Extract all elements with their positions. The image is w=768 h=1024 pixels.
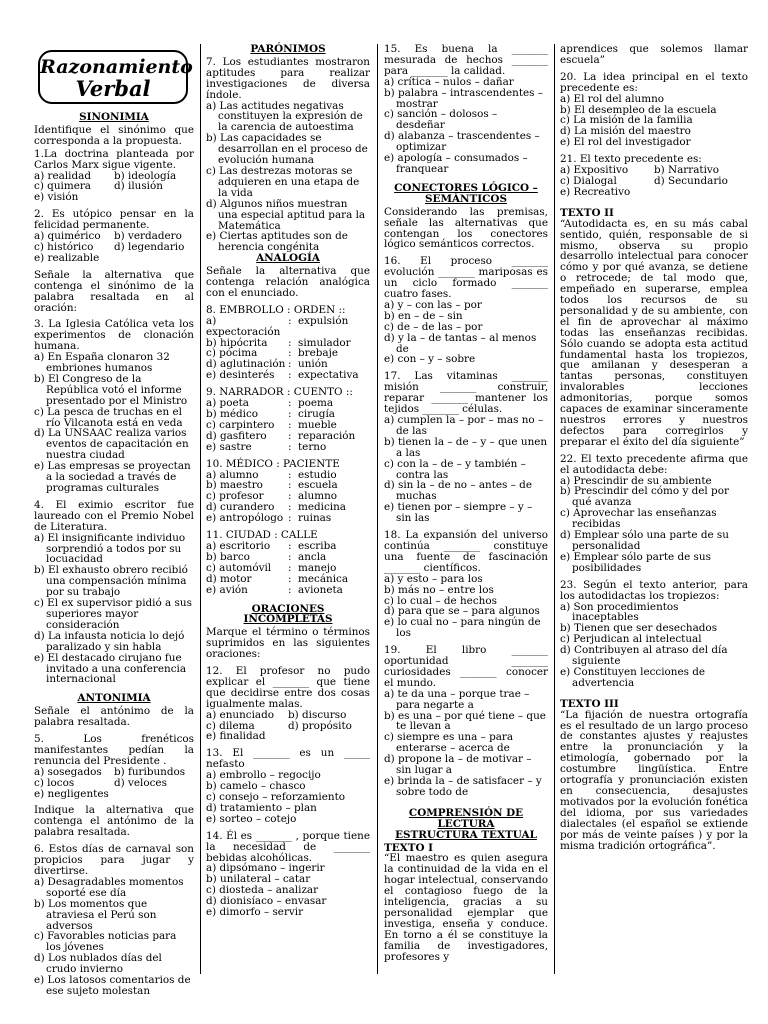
- option: a) quimérico: [34, 230, 101, 243]
- analogy-separator: :: [288, 408, 292, 420]
- analogy-term: mueble: [298, 418, 337, 431]
- analogy-term: expulsión: [298, 314, 349, 327]
- question-13: 13. El _______ es un _____ nefasto: [206, 747, 370, 771]
- column-divider: [200, 44, 201, 974]
- question-21: 21. El texto precedente es:: [560, 153, 702, 166]
- option: c) sanción – dolosos – desdeñar: [384, 108, 498, 132]
- question-3: 3. La Iglesia Católica veta los experimentos de clonación humana.: [34, 318, 194, 353]
- option: b) verdadero: [114, 230, 182, 243]
- options-row: [206, 710, 370, 721]
- analogy-term: terno: [298, 440, 327, 453]
- analogy-separator: :: [288, 347, 292, 360]
- analogy-term: b) barco: [206, 550, 250, 563]
- option: a) El rol del alumno: [560, 92, 665, 105]
- analogy-term: alumno: [298, 490, 338, 503]
- analogy-term: estudio: [298, 468, 337, 481]
- column-1: [34, 44, 194, 997]
- analogy-term: d) curandero: [206, 501, 275, 514]
- question-9: 9. NARRADOR : CUENTO ::: [206, 386, 353, 399]
- texto-2: “Autodidacta es, en su más cabal sentido, quién, responsable de si mismo, observa su propio desarrollo intelectual para conocer cómo y por qué avanza, se detiene o retrocede; de tal modo que, empeñado en superarse, emplea todos los recursos de su personalidad y de su ambiente, con el fin de aprovechar al máximo todas las enseñanzas recibidas. Sólo cuando se adopta esta actitud fundamental hasta los tropiezos, que amilanan y desesperan a tantas personas, constituyen invalorables lecciones admonitorias, porque somos capaces de examinar sinceramente nuestros errores y nuestros defectos para corregirlos y preparar el éxito del día siguiente”: [560, 217, 748, 448]
- analogy-term: c) carpintero: [206, 418, 275, 431]
- instructions: Marque el término o términos suprimidos en las siguientes oraciones:: [206, 626, 370, 661]
- option: e) El destacado cirujano fue invitado a una conferencia internacional: [34, 651, 187, 686]
- analogy-term: b) médico: [206, 408, 259, 420]
- section-title-estructura: ESTRUCTURA TEXTUAL: [395, 828, 537, 841]
- analogy-term: b) maestro: [206, 479, 263, 492]
- analogy-term: unión: [298, 358, 328, 371]
- option: d) y la – de tantas – al menos de: [384, 331, 537, 355]
- section-title-sinonimia: SINONIMIA: [79, 111, 149, 123]
- option: c) diosteda – analizar: [206, 884, 319, 897]
- option: d) sin la – de no – antes – de muchas: [384, 479, 532, 503]
- analogy-term: simulador: [298, 336, 351, 349]
- analogy-separator: :: [288, 550, 292, 563]
- question-2: 2. Es utópico pensar en la felicidad permanente.: [34, 208, 194, 232]
- analogy-term: e) sastre: [206, 440, 252, 453]
- option: b) camelo – chasco: [206, 780, 306, 793]
- question-8: 8. EMBROLLO : ORDEN ::: [206, 303, 346, 316]
- question-6: 6. Estos días de carnaval son propicios para jugar y divertirse.: [34, 843, 194, 877]
- analogy-term: e) desinterés: [206, 369, 275, 382]
- section-title-lectura: LECTURA: [437, 817, 495, 830]
- option: a) y esto – para los: [384, 572, 483, 585]
- option: d) legendario: [114, 240, 185, 253]
- column-4: [560, 44, 748, 851]
- option: e) negligentes: [34, 787, 109, 800]
- analogy-option: [206, 316, 370, 338]
- option: d) propone la – de motivar – sin lugar a: [384, 753, 532, 777]
- option: e) con – y – sobre: [384, 353, 476, 366]
- option: d) propósito: [288, 719, 352, 732]
- section-title-conectores-2: SEMÁNTICOS: [425, 192, 507, 205]
- option: b) Prescindir del cómo y del por qué avanza: [560, 485, 729, 509]
- option: c) consejo – reforzamiento: [206, 791, 346, 803]
- option: d) para que se – para algunos: [384, 605, 540, 618]
- question-4: 4. El eximio escritor fue laureado con el Premio Nobel de Literatura.: [34, 498, 194, 533]
- analogy-term: c) profesor: [206, 490, 264, 503]
- question-19: 19. El libro _______ oportunidad _______ curiosidades _______ conocer el mundo.: [384, 644, 548, 689]
- analogy-separator: :: [288, 479, 292, 492]
- option: c) Perjudican al intelectual: [560, 633, 702, 646]
- option: c) histórico: [34, 240, 94, 253]
- analogy-option: [206, 442, 370, 453]
- option: a) En España clonaron 32 embriones humanos: [34, 351, 170, 375]
- column-divider: [554, 44, 555, 974]
- texto-1: “El maestro es quien asegura la continuidad de la vida en el hogar intelectual, conservando el contagioso fuego de la inteligencia, gracias a su personalidad ejemplar que investiga, enseña y conduce. En torno a él se constituye la familia de investigadores, profesores y: [384, 852, 548, 963]
- analogy-term: ruinas: [298, 512, 332, 525]
- analogy-term: avioneta: [298, 583, 343, 596]
- analogy-term: b) hipócrita: [206, 336, 268, 349]
- instructions: Señale la alternativa que contenga relación analógica con el enunciado.: [206, 265, 370, 299]
- option: b) es una – por qué tiene – que te llevan a: [384, 709, 546, 733]
- section-title-paronimos: PARÓNIMOS: [250, 43, 326, 55]
- option: b) Narrativo: [654, 164, 720, 177]
- option: a) Expositivo: [560, 164, 629, 177]
- option: c) Las destrezas motoras se adquieren en una etapa de la vida: [206, 164, 360, 199]
- analogy-term: escriba: [298, 539, 337, 552]
- option: e) Recreativo: [560, 185, 631, 198]
- section-title-conectores: CONECTORES LÓGICO –: [394, 181, 538, 194]
- question-5: 5. Los frenéticos manifestantes pedían la renuncia del Presidente .: [34, 733, 194, 767]
- option: b) palabra – intrascendentes – mostrar: [384, 86, 543, 110]
- question-22: 22. El texto precedente afirma que el autodidacta debe:: [560, 452, 748, 476]
- instructions: Considerando las premisas, señale las alternativas que contengan los conectores lógico semánticos correctos.: [384, 205, 548, 251]
- analogy-term: c) automóvil: [206, 561, 272, 574]
- question-10: 10. MÉDICO : PACIENTE: [206, 457, 340, 470]
- instructions: Indique la alternativa que contenga el antónimo de la palabra resaltada.: [34, 804, 194, 839]
- analogy-term: d) gasfitero: [206, 429, 267, 442]
- analogy-term: brebaje: [298, 347, 338, 360]
- texto-2-title: TEXTO II: [560, 206, 614, 219]
- analogy-option: [206, 585, 370, 596]
- section-title-comprension: COMPRENSIÓN DE: [408, 806, 524, 819]
- analogy-term: medicina: [298, 501, 347, 514]
- analogy-term: e) avión: [206, 583, 248, 596]
- analogies: [206, 305, 370, 596]
- analogy-term: a) alumno: [206, 468, 259, 481]
- option: c) Favorables noticias para los jóvenes: [34, 930, 177, 954]
- option: a) embrollo – regocijo: [206, 769, 321, 782]
- option: a) Las actitudes negativas constituyen la expresión de la carencia de autoestima: [206, 99, 363, 134]
- option: a) crítica – nulos – dañar: [384, 75, 514, 88]
- analogy-term: escuela: [298, 479, 338, 492]
- analogy-term: a) poeta: [206, 397, 249, 410]
- option: b) Los momentos que atraviesa el Perú son adversos: [34, 897, 157, 932]
- analogy-term: c) pócima: [206, 347, 258, 360]
- question-1: 1.La doctrina planteada por Carlos Marx sigue vigente.: [34, 147, 194, 171]
- option: b) El Congreso de la República votó el informe presentado por el Ministro: [34, 372, 188, 407]
- option: a) te da una – porque trae – para negarte a: [384, 687, 530, 711]
- option: b) El exhausto obrero recibió una compensación mínima por su trabajo: [34, 564, 188, 599]
- option: e) visión: [34, 191, 79, 204]
- option: c) El ex supervisor pidió a sus superiores mayor consideración: [34, 597, 192, 631]
- option: d) tratamiento – plan: [206, 801, 317, 814]
- logo-line-2: Verbal: [75, 76, 151, 101]
- option: e) realizable: [34, 251, 100, 264]
- option: a) El insignificante individuo sorprendió a todos por su locuacidad: [34, 531, 186, 566]
- instructions: Señale la alternativa que contenga el sinónimo de la palabra resaltada en al oración:: [34, 268, 194, 314]
- analogy-separator: :: [288, 358, 292, 371]
- analogy-separator: :: [288, 418, 292, 431]
- option: b) El desempleo de la escuela: [560, 103, 717, 116]
- option: e) tienen por – siempre – y – sin las: [384, 501, 533, 525]
- analogy-separator: :: [288, 501, 292, 514]
- option: b) unilateral – catar: [206, 873, 311, 886]
- option: c) Dialogal: [560, 174, 617, 187]
- option: e) lo cual no – para ningún de los: [384, 616, 541, 640]
- option: c) de – de las – por: [384, 320, 483, 333]
- analogy-term: mecánica: [298, 572, 349, 585]
- analogy-separator: :: [288, 512, 292, 525]
- option: c) La pesca de truchas en el río Vilcanota está en veda: [34, 405, 183, 429]
- option: e) Las empresas se proyectan a la sociedad a través de programas culturales: [34, 460, 191, 494]
- analogy-separator: :: [288, 539, 292, 552]
- analogy-separator: :: [288, 369, 292, 382]
- option: d) alabanza – trascendentes – optimizar: [384, 130, 540, 154]
- analogy-separator: :: [288, 583, 292, 596]
- analogy-option: [206, 370, 370, 381]
- analogy-separator: :: [288, 572, 292, 585]
- option: e) El rol del investigador: [560, 136, 691, 149]
- question-17: 17. Las vitaminas _______ misión _______ construir, reparar _______ mantener los tejidos _______ células.: [384, 370, 548, 416]
- analogy-separator: :: [288, 314, 292, 327]
- option: e) finalidad: [206, 730, 266, 743]
- section-title-analogia: ANALOGÍA: [256, 252, 320, 265]
- option: d) Algunos niños muestran una especial aptitud para la Matemática: [206, 197, 366, 232]
- analogy-term: a) expectoración: [206, 314, 281, 338]
- option: a) cumplen la – por – mas no – de las: [384, 414, 544, 437]
- analogy-separator: :: [288, 440, 292, 453]
- option: a) realidad: [34, 169, 92, 182]
- option: b) Las capacidades se desarrollan en el proceso de evolución humana: [206, 132, 368, 167]
- option: b) furibundos: [114, 765, 186, 778]
- option: a) Prescindir de su ambiente: [560, 474, 712, 487]
- column-3: [384, 44, 548, 963]
- question-18: 18. La expansión del universo continúa _______ constituye una fuente de fascinación _______ científicos.: [384, 529, 548, 574]
- option: d) La infausta noticia lo dejó paralizado y sin habla: [34, 629, 185, 653]
- texto-3: “La fijación de nuestra ortografía es el resultado de un largo proceso de constantes ajustes y reajustes entre la pronunciación y la etimología, gobernado por la costumbre lingüística. Entre ortografía y pronunciación existen en consecuencia, desajustes motivados por la evolución fonética del idioma, por sus variedades dialectales (el español se extiende por más de veinte países ) y por la misma tradición ortográfica”.: [560, 708, 748, 852]
- options-row: [34, 778, 194, 789]
- option: b) ideología: [114, 169, 177, 182]
- option: c) lo cual – de hechos: [384, 594, 497, 607]
- question-16: 16. El proceso _______ evolución _______ mariposas es un ciclo formado _______ cuatro fases.: [384, 255, 548, 301]
- option: c) locos: [34, 776, 75, 789]
- option: e) Los latosos comentarios de ese sujeto molestan: [34, 974, 191, 997]
- question-20: 20. La idea principal en el texto precedente es:: [560, 70, 748, 94]
- analogy-term: ancla: [298, 550, 327, 563]
- option: e) Constituyen lecciones de advertencia: [560, 665, 706, 689]
- option: d) Contribuyen al atraso del día siguiente: [560, 644, 728, 668]
- instructions: Señale el antónimo de la palabra resaltada.: [34, 705, 194, 729]
- section-title-oraciones: ORACIONES INCOMPLETAS: [243, 602, 333, 626]
- option: d) La UNSAAC realiza varios eventos de capacitación en nuestra ciudad: [34, 427, 189, 462]
- option: e) Ciertas aptitudes son de herencia congénita: [206, 230, 348, 254]
- question-14: 14. Él es _______ , porque tiene la necesidad de _______ bebidas alcohólicas.: [206, 829, 370, 864]
- analogy-separator: :: [288, 429, 292, 442]
- analogy-term: manejo: [298, 561, 337, 574]
- option: a) sosegados: [34, 765, 102, 778]
- option: d) veloces: [114, 776, 167, 789]
- analogy-term: expectativa: [298, 369, 359, 382]
- option: d) Secundario: [654, 174, 728, 187]
- logo: [38, 50, 193, 104]
- logo-line-1: Razonamiento: [40, 56, 193, 78]
- question-7: 7. Los estudiantes mostraron aptitudes para realizar investigaciones de diversa índole.: [206, 55, 370, 101]
- analogy-term: d) aglutinación: [206, 358, 286, 371]
- option: a) Son procedimientos inaceptables: [560, 600, 679, 624]
- option: c) quimera: [34, 180, 92, 193]
- analogy-separator: :: [288, 397, 292, 410]
- option: c) Aprovechar las enseñanzas recibidas: [560, 507, 717, 531]
- analogy-option: [206, 513, 370, 524]
- analogy-term: poema: [298, 397, 334, 410]
- option: e) Emplear sólo parte de sus posibilidades: [560, 550, 711, 574]
- option: e) sorteo – cotejo: [206, 812, 297, 825]
- document-page: [34, 43, 752, 997]
- option: b) Tienen que ser desechados: [560, 622, 718, 635]
- option: b) más no – entre los: [384, 583, 494, 596]
- option: e) brinda la – de satisfacer – y sobre todo de: [384, 775, 542, 798]
- column-2: [206, 44, 370, 918]
- option: b) tienen la – de – y – que unen a las: [384, 435, 548, 459]
- option: e) dimorfo – servir: [206, 906, 304, 919]
- analogy-separator: :: [288, 336, 292, 349]
- instructions: Identifique el sinónimo que corresponda a la propuesta.: [34, 123, 194, 147]
- option: c) dilema: [206, 719, 255, 732]
- option: a) enunciado: [206, 708, 275, 721]
- option: b) en – de – sin: [384, 309, 463, 322]
- column-divider: [377, 44, 378, 974]
- analogy-separator: :: [288, 490, 292, 503]
- option: d) La misión del maestro: [560, 125, 691, 138]
- analogy-term: a) escritorio: [206, 539, 271, 552]
- analogy-separator: :: [288, 561, 292, 574]
- option: c) con la – de – y también – contra las: [384, 457, 526, 481]
- option: d) ilusión: [114, 180, 163, 193]
- option: a) Desagradables momentos soporté ese día: [34, 875, 184, 899]
- texto-1-end: aprendices que solemos llamar escuela”: [560, 43, 748, 66]
- option: c) La misión de la familia: [560, 114, 693, 127]
- option: e) apología – consumados – franquear: [384, 152, 528, 175]
- analogy-term: d) motor: [206, 572, 252, 585]
- option: d) dionisíaco – envasar: [206, 895, 327, 908]
- analogy-term: e) antropólogo: [206, 512, 284, 525]
- section-title-antonimia: ANTONIMIA: [77, 692, 151, 705]
- option: a) dipsómano – ingerir: [206, 862, 325, 875]
- question-12: 12. El profesor no pudo explicar el _______ que tiene que decidirse entre dos cosas igualmente malas.: [206, 665, 370, 710]
- analogy-term: cirugía: [298, 408, 335, 420]
- option: d) Los nublados días del crudo invierno: [34, 952, 162, 976]
- option: d) Emplear sólo una parte de su personalidad: [560, 529, 729, 552]
- option: a) y – con las – por: [384, 298, 482, 311]
- analogy-separator: :: [288, 468, 292, 481]
- analogy-option: [206, 574, 370, 585]
- question-15: 15. Es buena la _______ mesurada de hechos _______ para _______ la calidad.: [384, 43, 548, 77]
- question-11: 11. CIUDAD : CALLE: [206, 529, 318, 542]
- option: c) siempre es una – para enterarse – acerca de: [384, 731, 514, 755]
- option: b) discurso: [288, 708, 347, 721]
- analogy-term: reparación: [298, 429, 356, 442]
- texto-3-title: TEXTO III: [560, 697, 619, 710]
- question-23: 23. Según el texto anterior, para los autodidactas los tropiezos:: [560, 578, 748, 602]
- texto-1-title: TEXTO I: [384, 841, 433, 854]
